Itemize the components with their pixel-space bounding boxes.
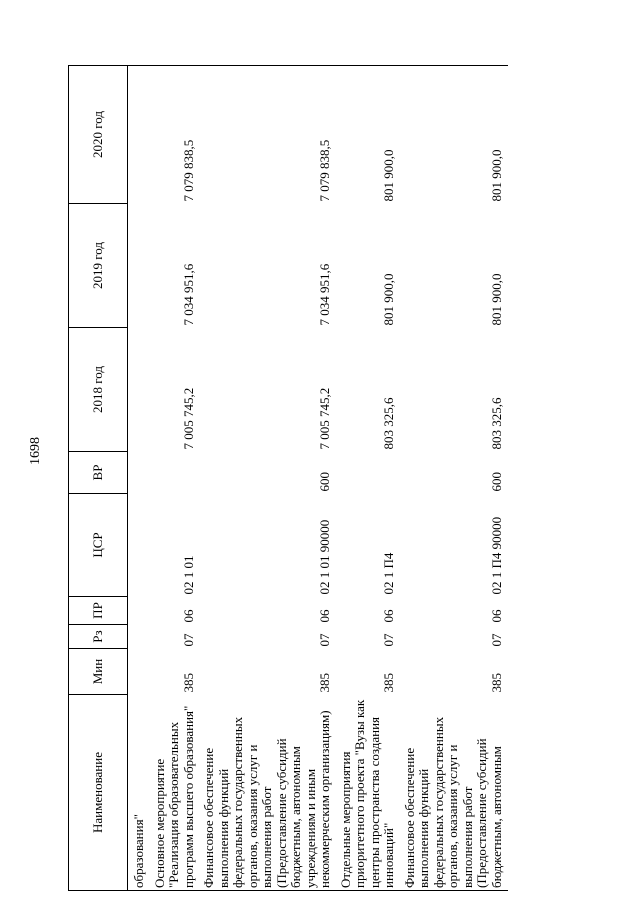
header-rz: Рз [69, 625, 128, 649]
budget-table [68, 65, 508, 891]
row-pr: 06 [180, 609, 196, 623]
row-min: 385 [180, 673, 196, 693]
table-row [151, 66, 201, 891]
row-min: 385 [488, 673, 504, 693]
row-pr: 06 [488, 609, 504, 623]
row-2018: 7 005 745,2 [180, 387, 196, 450]
row-min [128, 649, 151, 695]
row-2019 [128, 204, 151, 328]
row-csr: 02 1 01 [180, 555, 196, 595]
header-csr: ЦСР [69, 494, 128, 597]
row-2020: 801 900,0 [401, 66, 509, 204]
row-rz [128, 625, 151, 649]
row-min: 385 [317, 673, 332, 693]
row-2018 [128, 328, 151, 452]
row-pr [128, 597, 151, 625]
header-2018: 2018 год [69, 328, 128, 452]
row-rz: 07 [180, 633, 196, 647]
row-2018: 7 005 745,2 [317, 387, 332, 450]
row-pr: 06 [317, 609, 332, 623]
table-row [128, 66, 151, 891]
row-2020 [128, 66, 151, 204]
row-rz: 07 [488, 633, 504, 647]
page-number: 1698 [28, 437, 43, 465]
header-vr: ВР [69, 452, 128, 494]
row-vr: 600 [317, 472, 332, 492]
row-vr [151, 452, 201, 494]
row-csr: 02 1 П4 [381, 552, 396, 595]
row-rz: 07 [381, 633, 396, 647]
table-row [401, 66, 509, 891]
row-2018: 803 325,6 [488, 397, 504, 450]
header-2020: 2020 год [69, 66, 128, 204]
table-row [337, 66, 401, 891]
row-2020: 7 079 838,5 [200, 66, 337, 204]
table-row [200, 66, 337, 891]
row-pr: 06 [381, 609, 396, 623]
row-2020: 7 079 838,5 [151, 66, 201, 204]
row-name: Финансовое обеспечение выполнения функций федеральных государственных органов, оказания услуг и выполнения работ (Предоставление субсидий бюджетным, автономным учреждениям и иным некоммерческим организациям) [200, 695, 337, 891]
rotated-table-container [68, 66, 610, 891]
header-pr: ПР [69, 597, 128, 625]
row-2019: 7 034 951,6 [317, 263, 332, 326]
row-rz: 07 [317, 633, 332, 647]
row-vr: 600 [488, 472, 504, 492]
header-name: Наименование [69, 695, 128, 891]
row-2019: 801 900,0 [488, 273, 504, 326]
header-min: Мин [69, 649, 128, 695]
row-vr [337, 452, 401, 494]
row-2018: 803 325,6 [381, 397, 396, 450]
row-2019: 801 900,0 [381, 273, 396, 326]
row-name: Основное мероприятие "Реализация образовательных программ высшего образования" [151, 695, 201, 891]
row-name: Отдельные мероприятия приоритетного проекта "Вузы как центры пространства создания инноваций" [337, 695, 401, 891]
header-2019: 2019 год [69, 204, 128, 328]
row-name: образования" [128, 695, 151, 891]
row-csr: 02 1 П4 90000 [488, 516, 504, 595]
row-vr [128, 452, 151, 494]
row-csr [128, 494, 151, 597]
row-name: Финансовое обеспечение выполнения функций федеральных государственных органов, оказания услуг и выполнения работ (Предоставление субсидий бюджетным, автономным [401, 695, 509, 891]
row-2020: 801 900,0 [337, 66, 401, 204]
row-2019: 7 034 951,6 [180, 263, 196, 326]
row-csr: 02 1 01 90000 [317, 519, 332, 595]
table-header-row [69, 66, 128, 891]
row-min: 385 [381, 673, 396, 693]
